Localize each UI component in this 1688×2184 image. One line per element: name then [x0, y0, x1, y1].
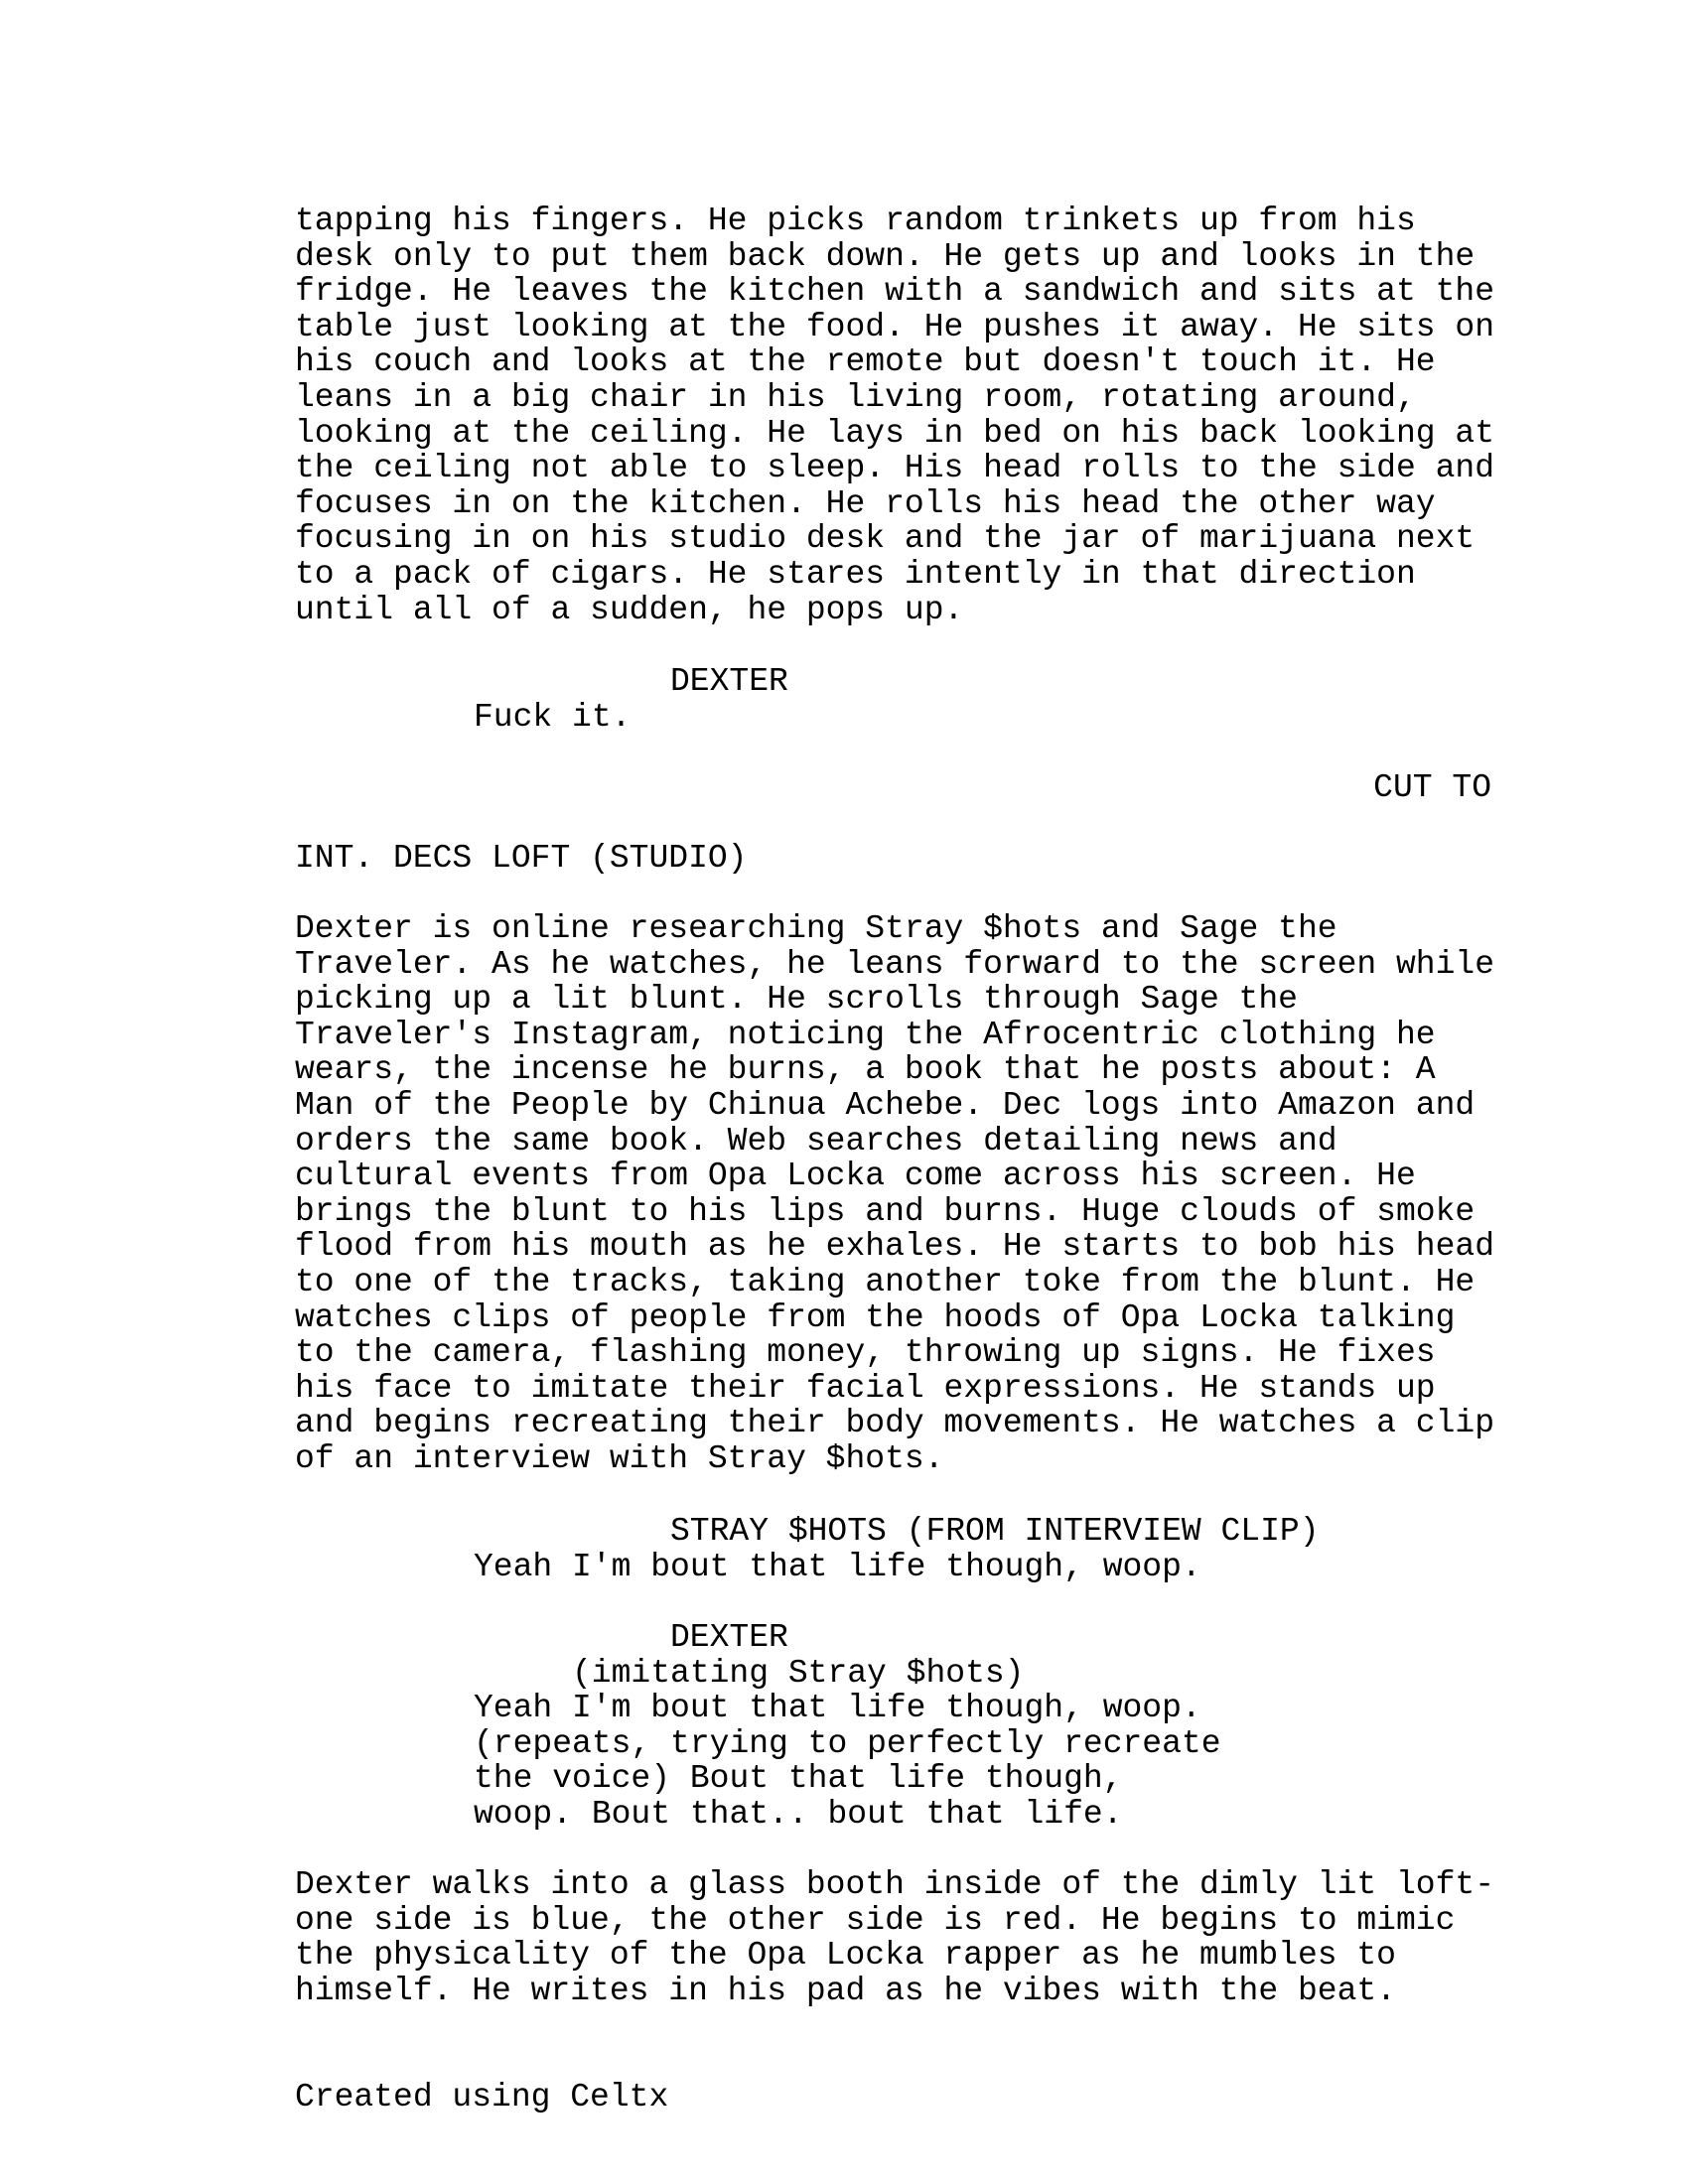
dialogue-1: Fuck it.	[474, 699, 632, 736]
transition-cut-to: CUT TO	[1373, 769, 1491, 806]
action-paragraph-2: Dexter is online researching Stray $hots and Sage the Traveler. As he watches, he leans forward to the screen while picking up a lit blunt. He scrolls through Sage the Traveler's Instagram, noticing the Afrocentric clothing he wears, the incense he burns, a book that he posts about: A Man of the People by Chinua Achebe. Dec logs into Amazon and orders the same book. Web searches detailing news and cultural events from Opa Locka come across his screen. He brings the blunt to his lips and burns. Huge clouds of smoke flood from his mouth as he exhales. He starts to bob his head to one of the tracks, taking another toke from the blunt. He watches clips of people from the hoods of Opa Locka talking to the camera, flashing money, throwing up signs. He fixes his face to imitate their facial expressions. He stands up and begins recreating their body movements. He watches a clip of an interview with Stray $hots.	[295, 910, 1494, 1477]
dialogue-2: Yeah I'm bout that life though, woop.	[474, 1549, 1201, 1585]
character-cue-dexter-1: DEXTER	[670, 663, 788, 700]
scene-heading: INT. DECS LOFT (STUDIO)	[295, 840, 748, 877]
character-cue-dexter-2: DEXTER	[670, 1619, 788, 1656]
action-paragraph-1: tapping his fingers. He picks random trinkets up from his desk only to put them back down. He gets up and looks in the fridge. He leaves the kitchen with a sandwich and sits at the table just looking at the food. He pushes it away. He sits on his couch and looks at the remote but doesn't touch it. He leans in a big chair in his living room, rotating around, looking at the ceiling. He lays in bed on his back looking at the ceiling not able to sleep. His head rolls to the side and focuses in on the kitchen. He rolls his head the other way focusing in on his studio desk and the jar of marijuana next to a pack of cigars. He stares intently in that direction until all of a sudden, he pops up.	[295, 203, 1494, 628]
action-paragraph-3: Dexter walks into a glass booth inside of the dimly lit loft- one side is blue, the other side is red. He begins to mimic the physicality of the Opa Locka rapper as he mumbles to himself. He writes in his pad as he vibes with the beat.	[295, 1866, 1494, 2009]
footer-credit: Created using Celtx	[295, 2079, 669, 2116]
character-cue-stray-shots: STRAY $HOTS (FROM INTERVIEW CLIP)	[670, 1513, 1320, 1550]
parenthetical: (imitating Stray $hots)	[572, 1655, 1025, 1692]
dialogue-3: Yeah I'm bout that life though, woop. (repeats, trying to perfectly recreate the voice) Bout that life though, woop. Bout that.. bout that life.	[474, 1690, 1221, 1833]
